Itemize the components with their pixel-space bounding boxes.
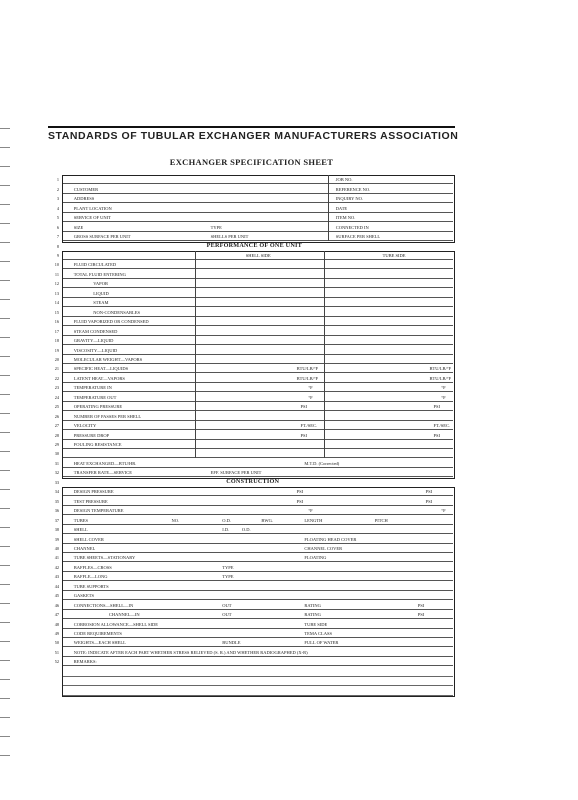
tube-side-divider: [324, 251, 325, 459]
row-number: 2: [56, 186, 59, 192]
field-label: TEST PRESSURE: [73, 498, 108, 504]
field-label: O.D.: [241, 527, 251, 533]
row-number: 24: [54, 394, 59, 400]
edge-line: [0, 242, 10, 243]
general-info-box: [62, 175, 455, 243]
row-number: 22: [54, 375, 59, 381]
field-label: CHANNEL: [73, 545, 96, 551]
field-label: INQUIRY NO.: [335, 196, 364, 202]
field-label: °F: [308, 394, 313, 400]
edge-line: [0, 679, 10, 680]
shell-side-divider: [195, 251, 196, 459]
field-label: PSI: [300, 404, 308, 410]
sheet-title: EXCHANGER SPECIFICATION SHEET: [169, 157, 334, 167]
row-number: 30: [54, 451, 59, 457]
edge-line: [0, 185, 10, 186]
field-label: BTU/LB/°F: [296, 375, 319, 381]
row-number: 29: [54, 442, 59, 448]
field-label: TUBE SUPPORTS: [73, 583, 109, 589]
row-number: 41: [54, 555, 59, 561]
row-number: 40: [54, 545, 59, 551]
field-label: SPECIFIC HEAT—LIQUIDS: [73, 366, 129, 372]
field-label: CHANNEL—IN: [108, 612, 140, 618]
field-label: M.T.D. (Corrected): [304, 460, 340, 466]
row-number: 48: [54, 621, 59, 627]
field-label: TOTAL FLUID ENTERING: [73, 271, 126, 277]
row-number: 10: [54, 262, 59, 268]
field-label: TEMPERATURE OUT: [73, 394, 117, 400]
page-title: STANDARDS OF TUBULAR EXCHANGER MANUFACTURERS ASSOCIATION: [48, 130, 459, 142]
field-label: VAPOR: [93, 281, 108, 287]
row-number: 37: [54, 517, 59, 523]
field-label: CONNECTED IN: [335, 224, 369, 230]
field-label: BTU/LB/°F: [429, 375, 452, 381]
edge-line: [0, 166, 10, 167]
row-number: 52: [54, 659, 59, 665]
field-label: GRAVITY—LIQUID: [73, 338, 114, 344]
field-label: °F: [308, 508, 313, 514]
field-label: PSI: [425, 498, 433, 504]
field-label: TEMPERATURE IN: [73, 385, 112, 391]
field-label: PSI: [296, 489, 304, 495]
field-label: GROSS SURFACE PER UNIT: [73, 234, 131, 240]
field-label: TUBES: [73, 517, 88, 523]
field-label: TYPE: [222, 574, 234, 580]
row-number: 39: [54, 536, 59, 542]
field-label: BAFFLES—CROSS: [73, 564, 112, 570]
row-number: 50: [54, 640, 59, 646]
edge-line: [0, 622, 10, 623]
edge-line: [0, 698, 10, 699]
edge-line: [0, 660, 10, 661]
field-label: SHELLS PER UNIT: [210, 234, 249, 240]
row-number: 6: [56, 224, 59, 230]
section-heading: PERFORMANCE OF ONE UNIT: [206, 241, 302, 249]
field-label: SHELL SIDE: [245, 253, 271, 259]
field-label: BTU/LB/°F: [296, 366, 319, 372]
edge-line: [0, 527, 10, 528]
field-label: LATENT HEAT—VAPORS: [73, 375, 125, 381]
field-label: I.D.: [222, 527, 230, 533]
field-label: PSI: [300, 432, 308, 438]
edge-line: [0, 432, 10, 433]
edge-line: [0, 223, 10, 224]
edge-line: [0, 394, 10, 395]
field-label: WEIGHTS—EACH SHELL: [73, 640, 126, 646]
row-number: 5: [56, 215, 59, 221]
row-number: 47: [54, 612, 59, 618]
field-label: FULL OF WATER: [304, 640, 339, 646]
edge-line: [0, 546, 10, 547]
field-label: TEMA CLASS: [304, 631, 333, 637]
row-number: 9: [56, 253, 59, 259]
row-number: 38: [54, 527, 59, 533]
field-label: DESIGN PRESSURE: [73, 489, 114, 495]
edge-line: [0, 413, 10, 414]
edge-line: [0, 261, 10, 262]
row-number: 32: [54, 470, 59, 476]
row-number: 11: [54, 271, 59, 277]
field-label: BUNDLE: [222, 640, 241, 646]
field-label: SHELL COVER: [73, 536, 104, 542]
row-number: 20: [54, 356, 59, 362]
field-label: JOB NO.: [335, 177, 353, 183]
field-label: °F: [308, 385, 313, 391]
field-label: PSI: [296, 498, 304, 504]
field-label: SURFACE PER SHELL: [335, 234, 381, 240]
field-label: FLUID CIRCULATED: [73, 262, 117, 268]
row-number: 25: [54, 404, 59, 410]
row-number: 34: [54, 489, 59, 495]
field-label: TYPE: [222, 564, 234, 570]
row-number: 43: [54, 574, 59, 580]
field-label: PSI: [433, 432, 440, 438]
field-label: LENGTH: [304, 517, 323, 523]
field-label: ITEM NO.: [335, 215, 356, 221]
row-number: 13: [54, 290, 59, 296]
field-label: RATING: [304, 602, 321, 608]
row-number: 1: [56, 177, 59, 183]
row-number: 14: [54, 300, 59, 306]
field-label: °F: [441, 385, 446, 391]
row-number: 23: [54, 385, 59, 391]
edge-line: [0, 128, 10, 129]
edge-line: [0, 508, 10, 509]
field-label: RATING: [304, 612, 321, 618]
specification-form: [51, 175, 453, 700]
field-label: °F: [441, 394, 446, 400]
field-label: REFERENCE NO.: [335, 186, 371, 192]
field-label: ADDRESS: [73, 196, 95, 202]
field-label: SERVICE OF UNIT: [73, 215, 111, 221]
row-number: 15: [54, 309, 59, 315]
row-number: 18: [54, 338, 59, 344]
adjacent-page-edge: [0, 128, 10, 774]
row-number: 51: [54, 649, 59, 655]
field-label: CHANNEL COVER: [304, 545, 343, 551]
edge-line: [0, 641, 10, 642]
field-label: PSI: [433, 404, 440, 410]
field-label: HEAT EXCHANGED—BTU/HR.: [73, 460, 137, 466]
field-label: SIZE: [73, 224, 84, 230]
field-label: CODE REQUIREMENTS: [73, 631, 122, 637]
field-label: TUBE SIDE: [304, 621, 328, 627]
edge-line: [0, 356, 10, 357]
field-label: PLANT LOCATION: [73, 205, 112, 211]
field-label: °F: [441, 508, 446, 514]
field-label: DATE: [335, 205, 348, 211]
row-number: 26: [54, 413, 59, 419]
field-label: FLOATING HEAD COVER: [304, 536, 357, 542]
construction-box: [62, 487, 455, 697]
row-number: 12: [54, 281, 59, 287]
row-number: 49: [54, 631, 59, 637]
field-label: OUT: [222, 612, 232, 618]
edge-line: [0, 318, 10, 319]
row-number: 27: [54, 423, 59, 429]
row-number: 4: [56, 205, 59, 211]
field-label: FT./SEC.: [433, 423, 451, 429]
edge-line: [0, 755, 10, 756]
section-heading: CONSTRUCTION: [226, 477, 280, 485]
field-label: GASKETS: [73, 593, 94, 599]
performance-box: [62, 251, 455, 480]
job-info-divider: [328, 175, 329, 241]
edge-line: [0, 375, 10, 376]
field-label: LIQUID: [93, 290, 109, 296]
field-label: PITCH: [374, 517, 388, 523]
field-label: TRANSFER RATE—SERVICE: [73, 470, 132, 476]
edge-line: [0, 204, 10, 205]
field-label: PRESSURE DROP: [73, 432, 110, 438]
field-label: NOTE: INDICATE AFTER EACH PART WHETHER STRESS RELIEVED (S. R.) AND WHETHER RADIOGRAPHED (X-R): [73, 649, 308, 655]
field-label: FOULING RESISTANCE: [73, 442, 122, 448]
field-label: VELOCITY: [73, 423, 97, 429]
field-label: STEAM: [93, 300, 109, 306]
field-label: BAFFLE—LONG: [73, 574, 108, 580]
field-label: CONNECTIONS—SHELL—IN: [73, 602, 134, 608]
row-number: 46: [54, 602, 59, 608]
edge-line: [0, 280, 10, 281]
field-label: NO.: [171, 517, 180, 523]
row-number: 28: [54, 432, 59, 438]
field-label: EFF. SURFACE PER UNIT: [210, 470, 262, 476]
row-number: 17: [54, 328, 59, 334]
edge-line: [0, 489, 10, 490]
edge-line: [0, 451, 10, 452]
edge-line: [0, 717, 10, 718]
field-label: VISCOSITY—LIQUID: [73, 347, 118, 353]
field-label: REMARKS:: [73, 659, 97, 665]
row-number: 45: [54, 593, 59, 599]
field-label: FLUID VAPORIZED OR CONDENSED: [73, 319, 149, 325]
field-label: SHELL: [73, 527, 88, 533]
row-number: 7: [56, 234, 59, 240]
edge-line: [0, 470, 10, 471]
row-number: 35: [54, 498, 59, 504]
header-rule: [48, 126, 455, 128]
field-label: BWG.: [261, 517, 274, 523]
edge-line: [0, 584, 10, 585]
edge-line: [0, 299, 10, 300]
field-label: CUSTOMER: [73, 186, 99, 192]
field-label: TUBE SHEETS—STATIONARY: [73, 555, 136, 561]
row-number: 36: [54, 508, 59, 514]
row-number: 44: [54, 583, 59, 589]
field-label: STEAM CONDENSED: [73, 328, 118, 334]
edge-line: [0, 603, 10, 604]
edge-line: [0, 147, 10, 148]
field-label: NUMBER OF PASSES PER SHELL: [73, 413, 142, 419]
row-number: 21: [54, 366, 59, 372]
field-label: TYPE: [210, 224, 222, 230]
field-label: FT./SEC.: [300, 423, 318, 429]
field-label: CORROSION ALLOWANCE—SHELL SIDE: [73, 621, 159, 627]
field-label: DESIGN TEMPERATURE: [73, 508, 124, 514]
field-label: NON-CONDENSABLES: [93, 309, 141, 315]
row-number: 19: [54, 347, 59, 353]
field-label: OUT: [222, 602, 232, 608]
row-number: 16: [54, 319, 59, 325]
field-label: PSI: [425, 489, 433, 495]
row-number: 31: [54, 460, 59, 466]
row-number: 8: [56, 243, 59, 249]
field-label: TUBE SIDE: [382, 253, 406, 259]
field-label: BTU/LB/°F: [429, 366, 452, 372]
field-label: PSI: [417, 602, 425, 608]
row-number: 42: [54, 564, 59, 570]
field-label: MOLECULAR WEIGHT—VAPORS: [73, 356, 143, 362]
row-number: 33: [54, 479, 59, 485]
field-label: OPERATING PRESSURE: [73, 404, 123, 410]
field-label: FLOATING: [304, 555, 327, 561]
edge-line: [0, 565, 10, 566]
edge-line: [0, 736, 10, 737]
field-label: PSI: [417, 612, 425, 618]
edge-line: [0, 337, 10, 338]
field-label: O.D.: [222, 517, 232, 523]
row-number: 3: [56, 196, 59, 202]
